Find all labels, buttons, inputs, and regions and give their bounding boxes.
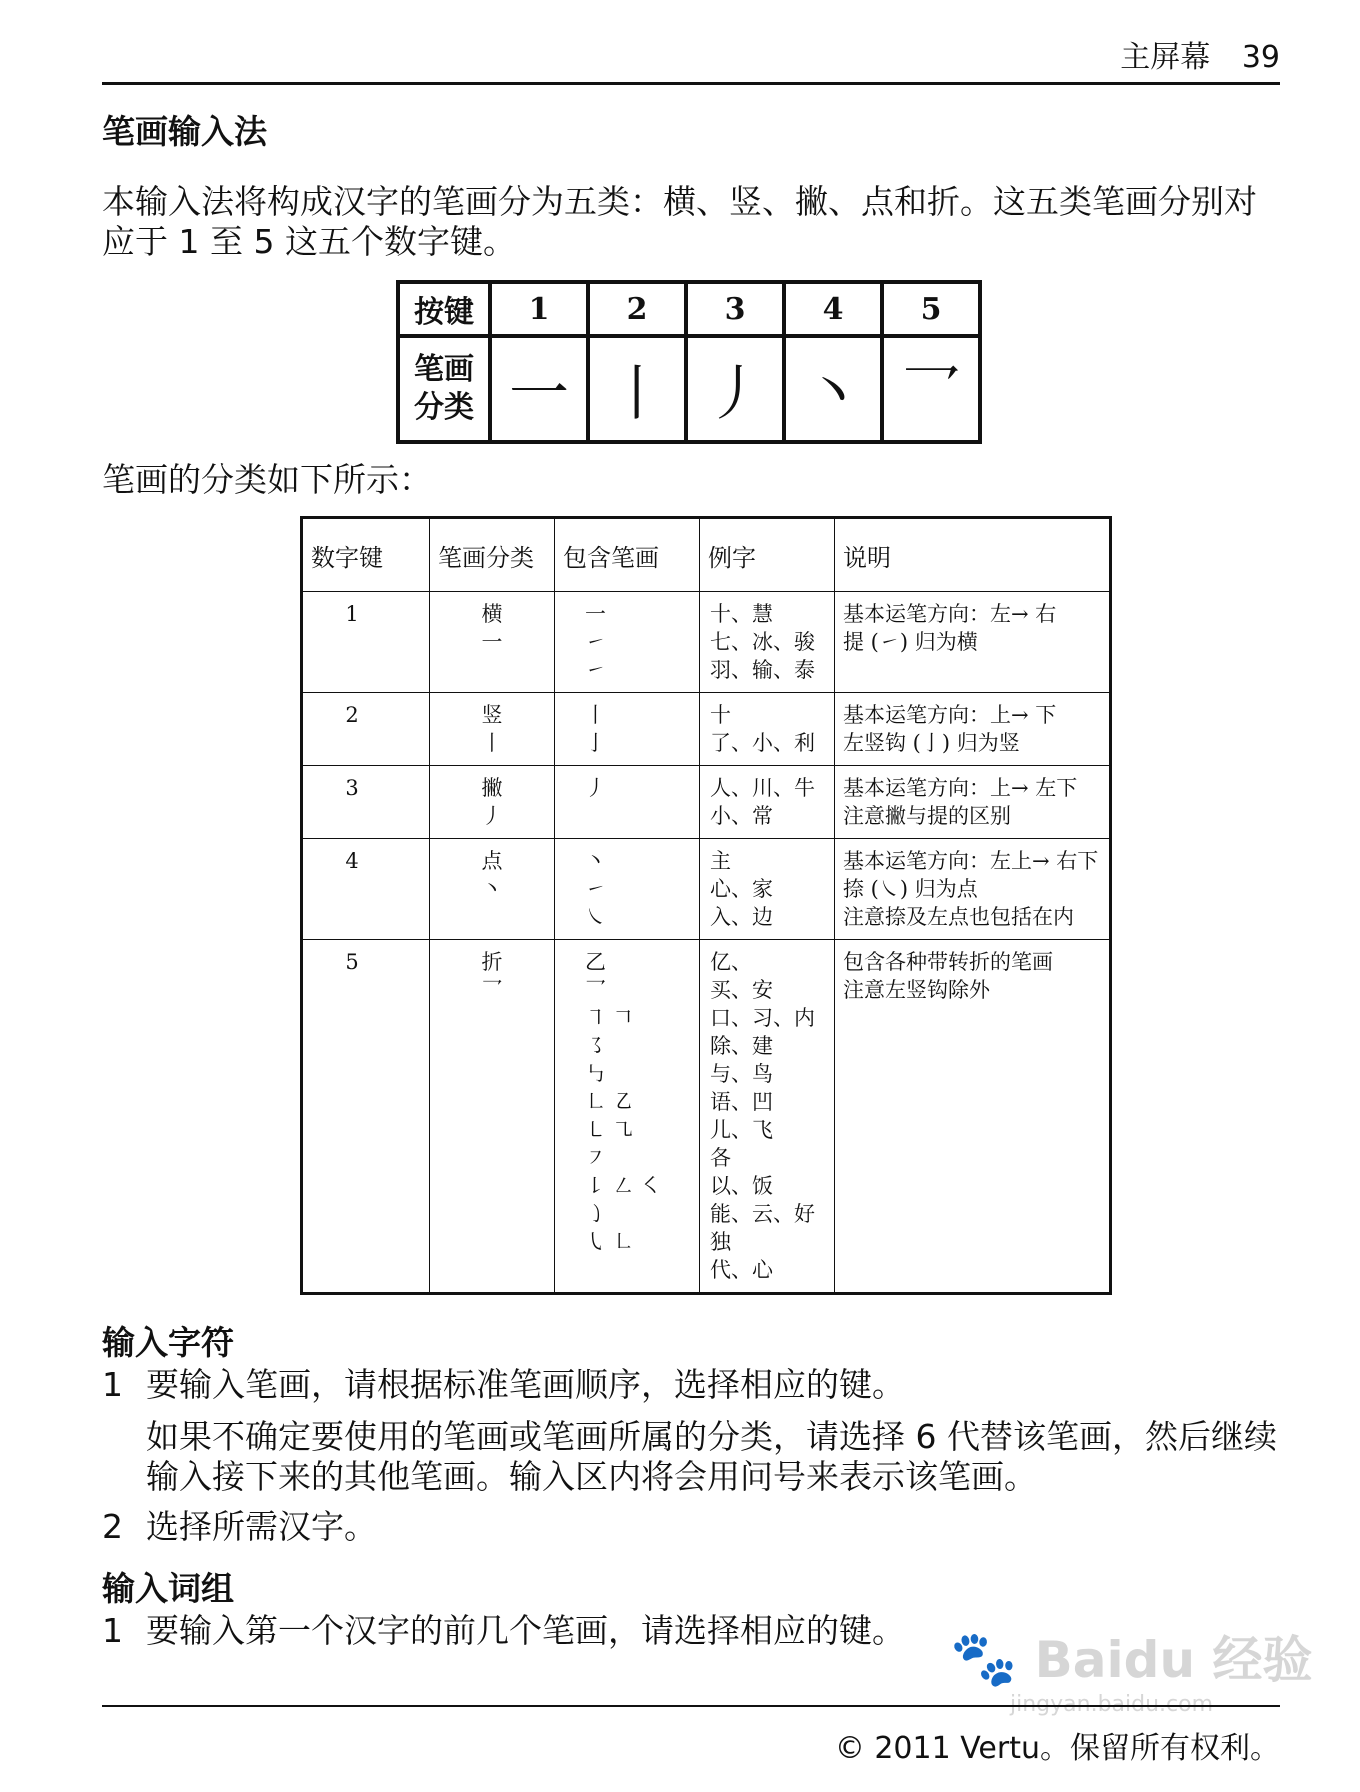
cell-examples-line: 能、云、好 — [710, 1202, 815, 1226]
cell-strokes-line: ㇀ — [585, 630, 606, 654]
step-text: 要输入第一个汉字的前几个笔画，请选择相应的键。 — [146, 1611, 905, 1650]
cell-key: 1 — [302, 592, 430, 693]
cell-examples — [700, 766, 835, 839]
cell-examples-line: 七、冰、骏 — [710, 630, 815, 654]
cell-notes — [835, 592, 1111, 693]
cell-examples-line: 除、建 — [710, 1034, 773, 1058]
col-header: 包含笔画 — [555, 518, 700, 592]
cell-notes — [835, 693, 1111, 766]
cell-examples-line: 亿、 — [710, 950, 752, 974]
cell-notes-line: 提 (㇀) 归为横 — [843, 630, 978, 654]
cell-notes-line: 基本运笔方向：上→ 左下 — [843, 776, 1078, 800]
watermark-text: Baidu 经验 — [1034, 1631, 1313, 1689]
cell-examples-line: 代、心 — [710, 1258, 773, 1282]
cell-notes-line: 包含各种带转折的笔画 — [843, 950, 1053, 974]
cell-category — [430, 766, 555, 839]
cell-strokes — [555, 839, 700, 940]
classification-row — [302, 766, 1111, 839]
stroke-cell: 丨 — [588, 336, 686, 442]
cell-strokes — [555, 766, 700, 839]
key-table-label-strokes — [398, 336, 490, 442]
classification-row — [302, 839, 1111, 940]
input-chars-step-1 — [102, 1365, 1280, 1405]
baidu-watermark — [950, 1620, 1312, 1717]
cell-key: 2 — [302, 693, 430, 766]
cell-strokes-line: ㇏ — [585, 905, 606, 929]
cell-notes — [835, 839, 1111, 940]
cell-notes — [835, 940, 1111, 1294]
cell-examples-line: 心、家 — [710, 877, 773, 901]
key-cell: 1 — [490, 282, 588, 336]
cell-category — [430, 940, 555, 1294]
cell-notes-line: 基本运笔方向：上→ 下 — [843, 703, 1057, 727]
cell-notes-line: 注意左竖钩除外 — [843, 978, 990, 1002]
step-number: 1 — [102, 1611, 123, 1650]
cell-strokes-line: ㇀ — [585, 658, 606, 682]
cell-examples — [700, 693, 835, 766]
key-table — [396, 280, 982, 444]
cell-examples-line: 独 — [710, 1230, 731, 1254]
classification-body — [302, 592, 1111, 1294]
cell-strokes-line: ㇉ — [585, 1062, 606, 1086]
cell-examples-line: 羽、输、泰 — [710, 658, 815, 682]
cell-strokes-line: ㇄ ㇈ — [585, 1118, 634, 1142]
cell-examples-line: 以、饭 — [710, 1174, 773, 1198]
cell-notes-line: 捺 (㇏) 归为点 — [843, 877, 978, 901]
cell-examples-line: 买、安 — [710, 978, 773, 1002]
input-chars-step-1-note: 如果不确定要使用的笔画或笔画所属的分类，请选择 6 代替该笔画，然后继续输入接下来的其他笔画。输入区内将会用问号来表示该笔画。 — [146, 1417, 1277, 1496]
stroke-input-intro: 本输入法将构成汉字的笔画分为五类：横、竖、撇、点和折。这五类笔画分别对应于 1 至 5 这五个数字键。 — [102, 182, 1257, 261]
cell-examples-line: 小、常 — [710, 804, 773, 828]
cell-category-line: 点 — [481, 849, 503, 873]
cell-examples — [700, 940, 835, 1294]
col-header: 笔画分类 — [430, 518, 555, 592]
cell-strokes — [555, 940, 700, 1294]
cell-category-line: 一 — [481, 630, 503, 654]
input-chars-title: 输入字符 — [102, 1323, 234, 1362]
cell-examples-line: 十、慧 — [710, 602, 773, 626]
cell-notes-line: 注意捺及左点也包括在内 — [843, 905, 1074, 929]
cell-category-line: 折 — [481, 950, 503, 974]
cell-category — [430, 693, 555, 766]
cell-category — [430, 592, 555, 693]
stroke-cell: 丿 — [686, 336, 784, 442]
key-cell: 5 — [882, 282, 980, 336]
cell-category-line: 丿 — [481, 804, 503, 828]
stroke-input-title: 笔画输入法 — [102, 112, 267, 151]
cell-category — [430, 839, 555, 940]
key-table-row-strokes — [398, 336, 980, 442]
copyright: © 2011 Vertu。保留所有权利。 — [834, 1731, 1280, 1766]
cell-strokes-line: ㇌ — [585, 1034, 606, 1058]
cell-examples-line: 十 — [710, 703, 731, 727]
step-text: 选择所需汉字。 — [146, 1507, 377, 1546]
cell-strokes-line: ㇇ — [585, 1146, 606, 1170]
stroke-cell: 乛 — [882, 336, 980, 442]
step-number: 2 — [102, 1507, 123, 1546]
cell-strokes-line: ㇀ — [585, 877, 606, 901]
cell-category-line: 丶 — [481, 877, 503, 901]
key-cell: 2 — [588, 282, 686, 336]
cell-strokes-line: ㇂ ㇗ — [585, 1230, 634, 1254]
cell-category-line: 横 — [481, 602, 503, 626]
classification-row — [302, 693, 1111, 766]
key-table-row-keys — [398, 282, 980, 336]
key-cell: 4 — [784, 282, 882, 336]
step-number: 1 — [102, 1365, 123, 1404]
cell-category-line: 撇 — [481, 776, 503, 800]
cell-strokes-line: 乙 — [585, 950, 606, 974]
cell-examples-line: 主 — [710, 849, 731, 873]
cell-examples-line: 各 — [710, 1146, 731, 1170]
cell-strokes-line: 一 — [585, 602, 606, 626]
input-words-title: 输入词组 — [102, 1569, 234, 1608]
cell-examples-line: 儿、飞 — [710, 1118, 773, 1142]
page-number: 39 — [1241, 40, 1280, 75]
cell-strokes-line: 丿 — [585, 776, 606, 800]
paw-icon: 🐾 — [950, 1627, 1018, 1690]
label-line: 笔画 — [414, 352, 474, 387]
classification-intro: 笔画的分类如下所示： — [102, 460, 432, 499]
classification-table — [300, 516, 1112, 1295]
label-line: 分类 — [414, 390, 474, 425]
classification-row — [302, 940, 1111, 1294]
key-table-label-keys: 按键 — [398, 282, 490, 336]
page-content — [102, 110, 1280, 1651]
header-right — [1120, 32, 1280, 76]
cell-notes-line: 基本运笔方向：左→ 右 — [843, 602, 1057, 626]
stroke-cell: 丶 — [784, 336, 882, 442]
page-header — [102, 32, 1280, 85]
watermark-sub: jingyan.baidu.com — [1010, 1692, 1214, 1717]
cell-key: 4 — [302, 839, 430, 940]
cell-examples — [700, 839, 835, 940]
cell-strokes — [555, 592, 700, 693]
col-header: 例字 — [700, 518, 835, 592]
cell-strokes-line: 丶 — [585, 849, 606, 873]
cell-strokes-line: ㇗ ㇠ — [585, 1090, 634, 1114]
cell-strokes-line: 亅 — [585, 731, 606, 755]
cell-strokes-line: 乛 — [585, 978, 606, 1002]
cell-examples-line: 口、习、内 — [710, 1006, 815, 1030]
cell-examples-line: 人、川、牛 — [710, 776, 815, 800]
cell-category-line: 竖 — [481, 703, 503, 727]
cell-strokes-line: ㇕ 𠃍 — [585, 1006, 634, 1030]
col-header: 说明 — [835, 518, 1111, 592]
cell-category-line: 丨 — [481, 731, 503, 755]
cell-examples-line: 入、边 — [710, 905, 773, 929]
cell-examples-line: 与、鸟 — [710, 1062, 773, 1086]
cell-strokes-line: 丨 — [585, 703, 606, 727]
classification-header-row — [302, 518, 1111, 592]
key-cell: 3 — [686, 282, 784, 336]
cell-notes-line: 注意撇与提的区别 — [843, 804, 1011, 828]
input-chars-step-2 — [102, 1507, 1280, 1547]
cell-strokes-line: ㇙ ㇜ ㇛ — [585, 1174, 662, 1198]
section-title: 主屏幕 — [1120, 40, 1211, 75]
step-text: 要输入笔画，请根据标准笔画顺序，选择相应的键。 — [146, 1365, 905, 1404]
classification-row — [302, 592, 1111, 693]
cell-notes-line: 基本运笔方向：左上→ 右下 — [843, 849, 1099, 873]
cell-notes — [835, 766, 1111, 839]
cell-key: 3 — [302, 766, 430, 839]
cell-strokes — [555, 693, 700, 766]
cell-key: 5 — [302, 940, 430, 1294]
cell-examples-line: 语、凹 — [710, 1090, 773, 1114]
cell-strokes-line: ㇁ — [585, 1202, 606, 1226]
stroke-cell: 一 — [490, 336, 588, 442]
cell-examples — [700, 592, 835, 693]
cell-category-line: 乛 — [481, 978, 503, 1002]
cell-notes-line: 左竖钩 (亅) 归为竖 — [843, 731, 1020, 755]
cell-examples-line: 了、小、利 — [710, 731, 815, 755]
page-footer — [102, 1705, 1280, 1766]
col-header: 数字键 — [302, 518, 430, 592]
